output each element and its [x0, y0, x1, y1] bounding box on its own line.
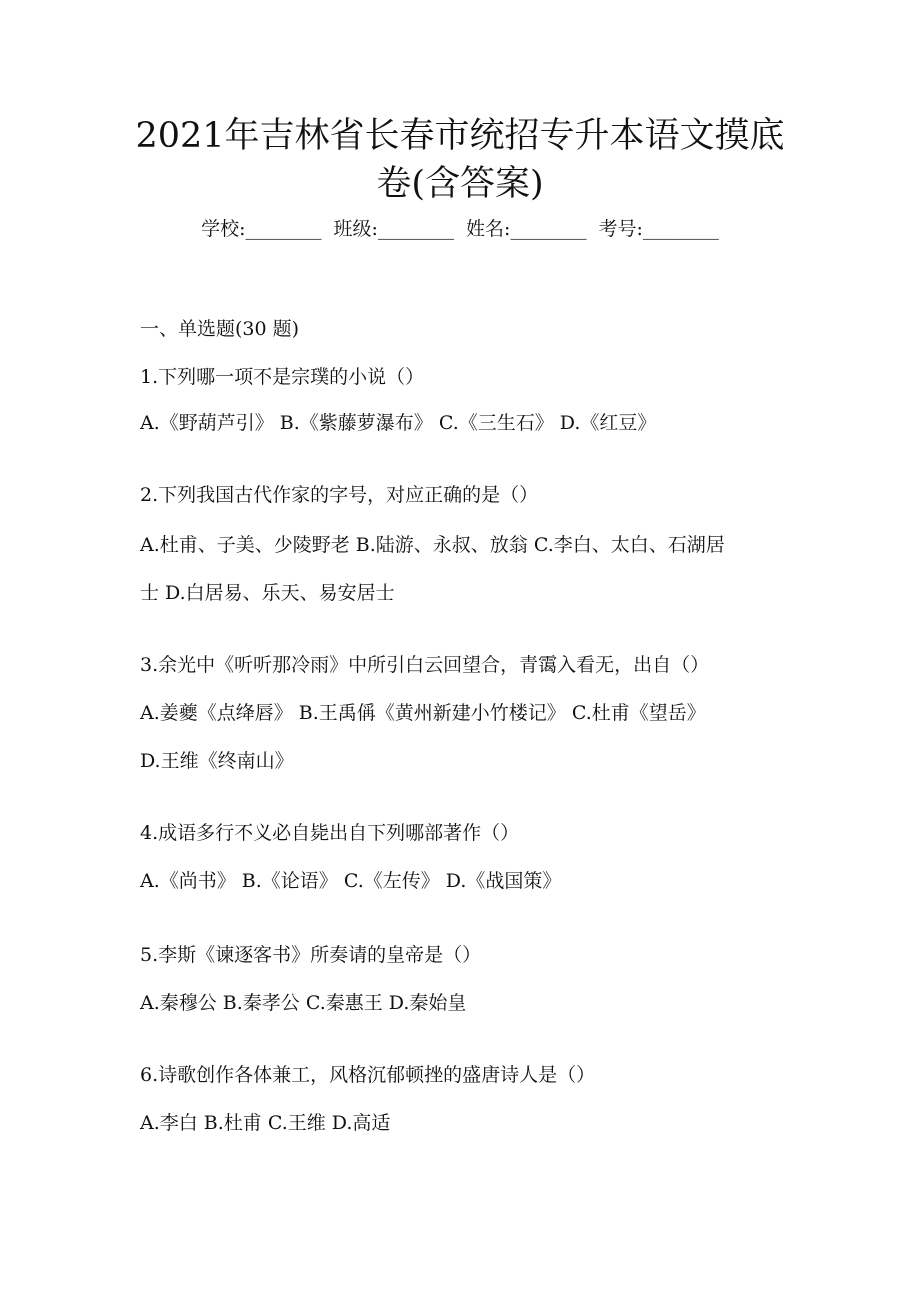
question-6-options: A.李白 B.杜甫 C.王维 D.高适: [140, 1112, 391, 1134]
question-2-options-line-1: A.杜甫、子美、少陵野老 B.陆游、永叔、放翁 C.李白、太白、石湖居: [140, 534, 725, 556]
question-3-options-line-1: A.姜夔《点绛唇》 B.王禹偁《黄州新建小竹楼记》 C.杜甫《望岳》: [140, 702, 706, 724]
question-2-options-line-2: 士 D.白居易、乐天、易安居士: [140, 582, 395, 604]
document-title: [100, 112, 820, 208]
title-line-2: 卷(含答案): [376, 164, 544, 204]
student-info-line: 学校:________ 班级:________ 姓名:________ 考号:________: [201, 218, 719, 240]
title-line-1: 2021年吉林省长春市统招专升本语文摸底: [135, 116, 785, 156]
question-5-options: A.秦穆公 B.秦孝公 C.秦惠王 D.秦始皇: [140, 992, 467, 1014]
question-3-options-line-2: D.王维《终南山》: [140, 750, 294, 772]
question-5-stem: 5.李斯《谏逐客书》所奏请的皇帝是（）: [140, 944, 482, 966]
question-1-options: A.《野葫芦引》 B.《紫藤萝瀑布》 C.《三生石》 D.《红豆》: [140, 412, 657, 434]
question-4-stem: 4.成语多行不义必自毙出自下列哪部著作（）: [140, 822, 520, 844]
question-3-stem: 3.余光中《听听那冷雨》中所引白云回望合，青霭入看无，出自（）: [140, 654, 710, 676]
question-1-stem: 1.下列哪一项不是宗璞的小说（）: [140, 366, 425, 388]
question-2-stem: 2.下列我国古代作家的字号，对应正确的是（）: [140, 484, 539, 506]
question-6-stem: 6.诗歌创作各体兼工，风格沉郁顿挫的盛唐诗人是（）: [140, 1064, 596, 1086]
section-heading: 一、单选题(30 题): [140, 318, 300, 340]
question-4-options: A.《尚书》 B.《论语》 C.《左传》 D.《战国策》: [140, 870, 562, 892]
